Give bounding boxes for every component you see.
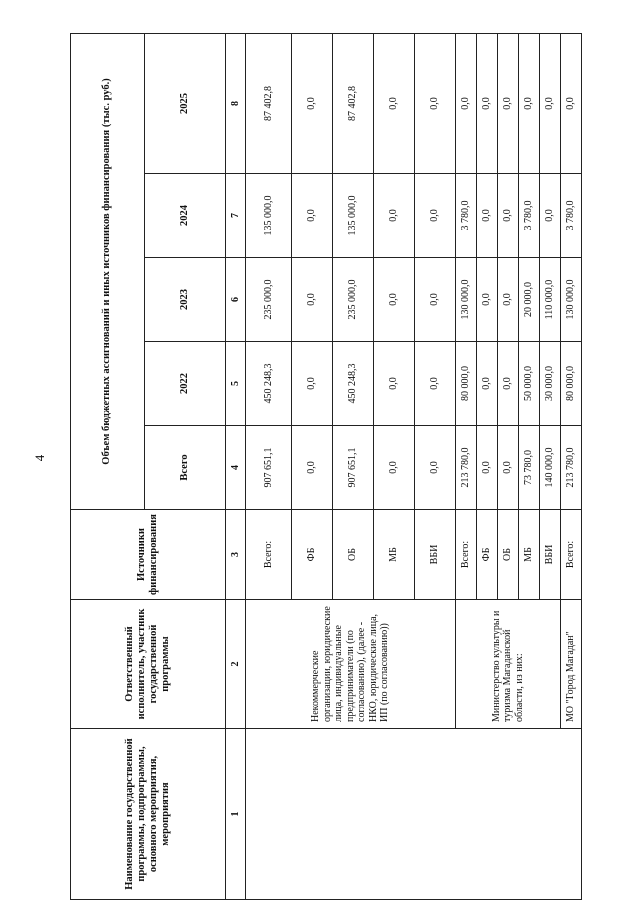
value-2023: 0,0 (292, 258, 333, 342)
value-total: 0,0 (498, 426, 519, 510)
col-number: 4 (226, 426, 246, 510)
source-cell: ФБ (477, 510, 498, 600)
source-cell: ОБ (498, 510, 519, 600)
col-number: 6 (226, 258, 246, 342)
value-2022: 0,0 (498, 342, 519, 426)
header-executor: Ответственный исполнитель, участник государственной программы (71, 600, 226, 729)
value-2023: 235 000,0 (333, 258, 374, 342)
value-2025: 0,0 (456, 33, 477, 173)
value-2022: 0,0 (374, 342, 415, 426)
col-number: 7 (226, 174, 246, 258)
header-total: Всего (145, 426, 226, 510)
value-2022: 50 000,0 (519, 342, 540, 426)
value-2025: 0,0 (561, 33, 582, 173)
financing-table (70, 33, 582, 900)
source-cell: Всего: (246, 510, 292, 600)
source-cell: Всего: (456, 510, 477, 600)
value-total: 0,0 (477, 426, 498, 510)
value-total: 213 780,0 (456, 426, 477, 510)
header-year-2025: 2025 (145, 33, 226, 173)
source-cell: Всего: (561, 510, 582, 600)
value-2025: 0,0 (519, 33, 540, 173)
value-2022: 450 248,3 (246, 342, 292, 426)
source-cell: ОБ (333, 510, 374, 600)
value-2024: 0,0 (374, 174, 415, 258)
value-2025: 0,0 (540, 33, 561, 173)
value-2024: 135 000,0 (246, 174, 292, 258)
value-2022: 0,0 (292, 342, 333, 426)
value-2023: 130 000,0 (561, 258, 582, 342)
value-total: 907 651,1 (333, 426, 374, 510)
value-2023: 110 000,0 (540, 258, 561, 342)
col-number: 1 (226, 729, 246, 900)
source-cell: МБ (519, 510, 540, 600)
value-2025: 87 402,8 (333, 33, 374, 173)
header-program-name: Наименование государственной программы, подпрограммы, основного мероприятия, мероприятия (71, 729, 226, 900)
value-2025: 0,0 (292, 33, 333, 173)
value-2024: 135 000,0 (333, 174, 374, 258)
value-2024: 0,0 (477, 174, 498, 258)
source-cell: ВБИ (415, 510, 456, 600)
program-name-cell (246, 729, 582, 900)
col-number: 2 (226, 600, 246, 729)
header-budget-volume: Объем бюджетных ассигнований и иных источников финансирования (тыс. руб.) (71, 33, 145, 509)
value-2024: 0,0 (540, 174, 561, 258)
value-total: 0,0 (415, 426, 456, 510)
value-2023: 20 000,0 (519, 258, 540, 342)
value-2024: 0,0 (292, 174, 333, 258)
value-2024: 3 780,0 (456, 174, 477, 258)
value-2023: 130 000,0 (456, 258, 477, 342)
value-2025: 0,0 (415, 33, 456, 173)
value-total: 0,0 (374, 426, 415, 510)
value-2022: 80 000,0 (456, 342, 477, 426)
value-2025: 0,0 (498, 33, 519, 173)
col-number: 3 (226, 510, 246, 600)
value-2023: 0,0 (415, 258, 456, 342)
source-cell: ФБ (292, 510, 333, 600)
participant-magadan: МО "Город Магадан" (561, 600, 582, 729)
value-total: 907 651,1 (246, 426, 292, 510)
col-number: 8 (226, 33, 246, 173)
participant-nko: Некоммерческие организации, юридические лица, индивидуальные предприниматели (по согласованию), (далее - НКО, юридические лица, ИП (по согласованию)) (246, 600, 456, 729)
value-2024: 0,0 (498, 174, 519, 258)
value-total: 73 780,0 (519, 426, 540, 510)
value-2023: 0,0 (498, 258, 519, 342)
page-number: 4 (32, 454, 47, 462)
value-2025: 0,0 (477, 33, 498, 173)
value-2022: 450 248,3 (333, 342, 374, 426)
value-2022: 80 000,0 (561, 342, 582, 426)
value-total: 140 000,0 (540, 426, 561, 510)
value-2023: 0,0 (477, 258, 498, 342)
value-2024: 3 780,0 (519, 174, 540, 258)
source-cell: ВБИ (540, 510, 561, 600)
value-2022: 0,0 (415, 342, 456, 426)
value-total: 0,0 (292, 426, 333, 510)
rotated-table-sheet (70, 34, 578, 900)
value-2023: 0,0 (374, 258, 415, 342)
header-year-2024: 2024 (145, 174, 226, 258)
value-2025: 87 402,8 (246, 33, 292, 173)
value-2023: 235 000,0 (246, 258, 292, 342)
value-2022: 0,0 (477, 342, 498, 426)
source-cell: МБ (374, 510, 415, 600)
value-total: 213 780,0 (561, 426, 582, 510)
header-year-2023: 2023 (145, 258, 226, 342)
value-2024: 0,0 (415, 174, 456, 258)
value-2024: 3 780,0 (561, 174, 582, 258)
col-number: 5 (226, 342, 246, 426)
participant-ministry: Министерство культуры и туризма Магаданской области, из них: (456, 600, 561, 729)
value-2022: 30 000,0 (540, 342, 561, 426)
header-source: Источники финансирования (71, 510, 226, 600)
value-2025: 0,0 (374, 33, 415, 173)
header-year-2022: 2022 (145, 342, 226, 426)
